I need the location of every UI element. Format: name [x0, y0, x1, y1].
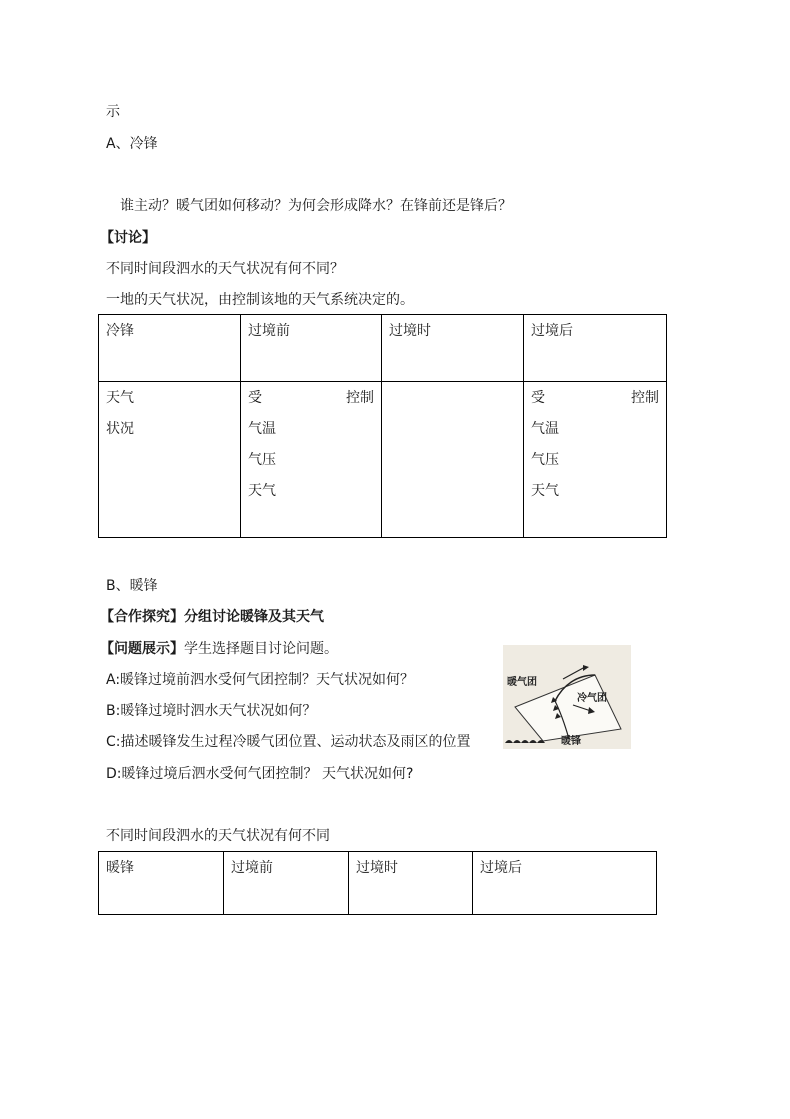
question-b: B:暖锋过境时泗水天气状况如何？: [106, 703, 317, 719]
row-label: 状况: [106, 421, 134, 437]
table-header-cell: 过境时: [382, 315, 524, 382]
row-label-cell: [99, 382, 241, 538]
warm-front-diagram: [503, 645, 631, 749]
cell-line: 气压: [531, 452, 559, 468]
problem-text: 学生选择题目讨论问题。: [184, 641, 338, 657]
table-header-cell: 冷锋: [99, 315, 241, 382]
coop-label: 【合作探究】分组讨论暖锋及其天气: [100, 609, 324, 625]
table-header-cell: 过境前: [241, 315, 382, 382]
warm-front-table: [98, 851, 657, 915]
discuss-question: 不同时间段泗水的天气状况有何不同？: [106, 261, 344, 277]
diff-text: 不同时间段泗水的天气状况有何不同: [106, 828, 330, 844]
row-label: 天气: [106, 390, 134, 406]
table-header-cell: 过境前: [224, 852, 349, 915]
kongzhi-text: 控制: [346, 390, 374, 406]
question-d: D:暖锋过境后泗水受何气团控制？ 天气状况如何?: [106, 766, 414, 782]
statement-text: 一地的天气状况，由控制该地的天气系统决定的。: [106, 292, 414, 308]
during-cell: [382, 382, 524, 538]
question-text: 谁主动？暖气团如何移动？为何会形成降水？在锋前还是锋后？: [120, 198, 512, 214]
cell-line: 气压: [248, 452, 276, 468]
section-b-title: B、暖锋: [106, 578, 158, 594]
text-line: 示: [106, 104, 120, 120]
section-a-title: A、冷锋: [106, 136, 158, 152]
table-header-cell: 暖锋: [99, 852, 224, 915]
cell-line: 气温: [248, 421, 276, 437]
after-cell: [524, 382, 667, 538]
discuss-label: 【讨论】: [100, 230, 156, 246]
cold-front-table: [98, 314, 667, 538]
cell-line: 气温: [531, 421, 559, 437]
kongzhi-text: 控制: [631, 390, 659, 406]
warm-air-label: 暖气团: [507, 677, 537, 688]
warm-front-diagram-svg: [503, 645, 631, 749]
cell-line: 天气: [248, 483, 276, 499]
problem-line: [100, 639, 338, 659]
cell-line: 天气: [531, 483, 559, 499]
cold-air-label: 冷气团: [577, 693, 607, 704]
question-c: C:描述暖锋发生过程冷暖气团位置、运动状态及雨区的位置: [106, 734, 471, 750]
shou-text: 受: [248, 390, 262, 406]
table-header-cell: 过境后: [524, 315, 667, 382]
question-a: A:暖锋过境前泗水受何气团控制？天气状况如何？: [106, 672, 415, 688]
warm-front-label: 暖锋: [561, 736, 581, 747]
table-header-cell: 过境后: [473, 852, 657, 915]
table-header-cell: 过境时: [349, 852, 473, 915]
before-cell: [241, 382, 382, 538]
problem-label: 【问题展示】: [100, 641, 184, 657]
shou-text: 受: [531, 390, 545, 406]
